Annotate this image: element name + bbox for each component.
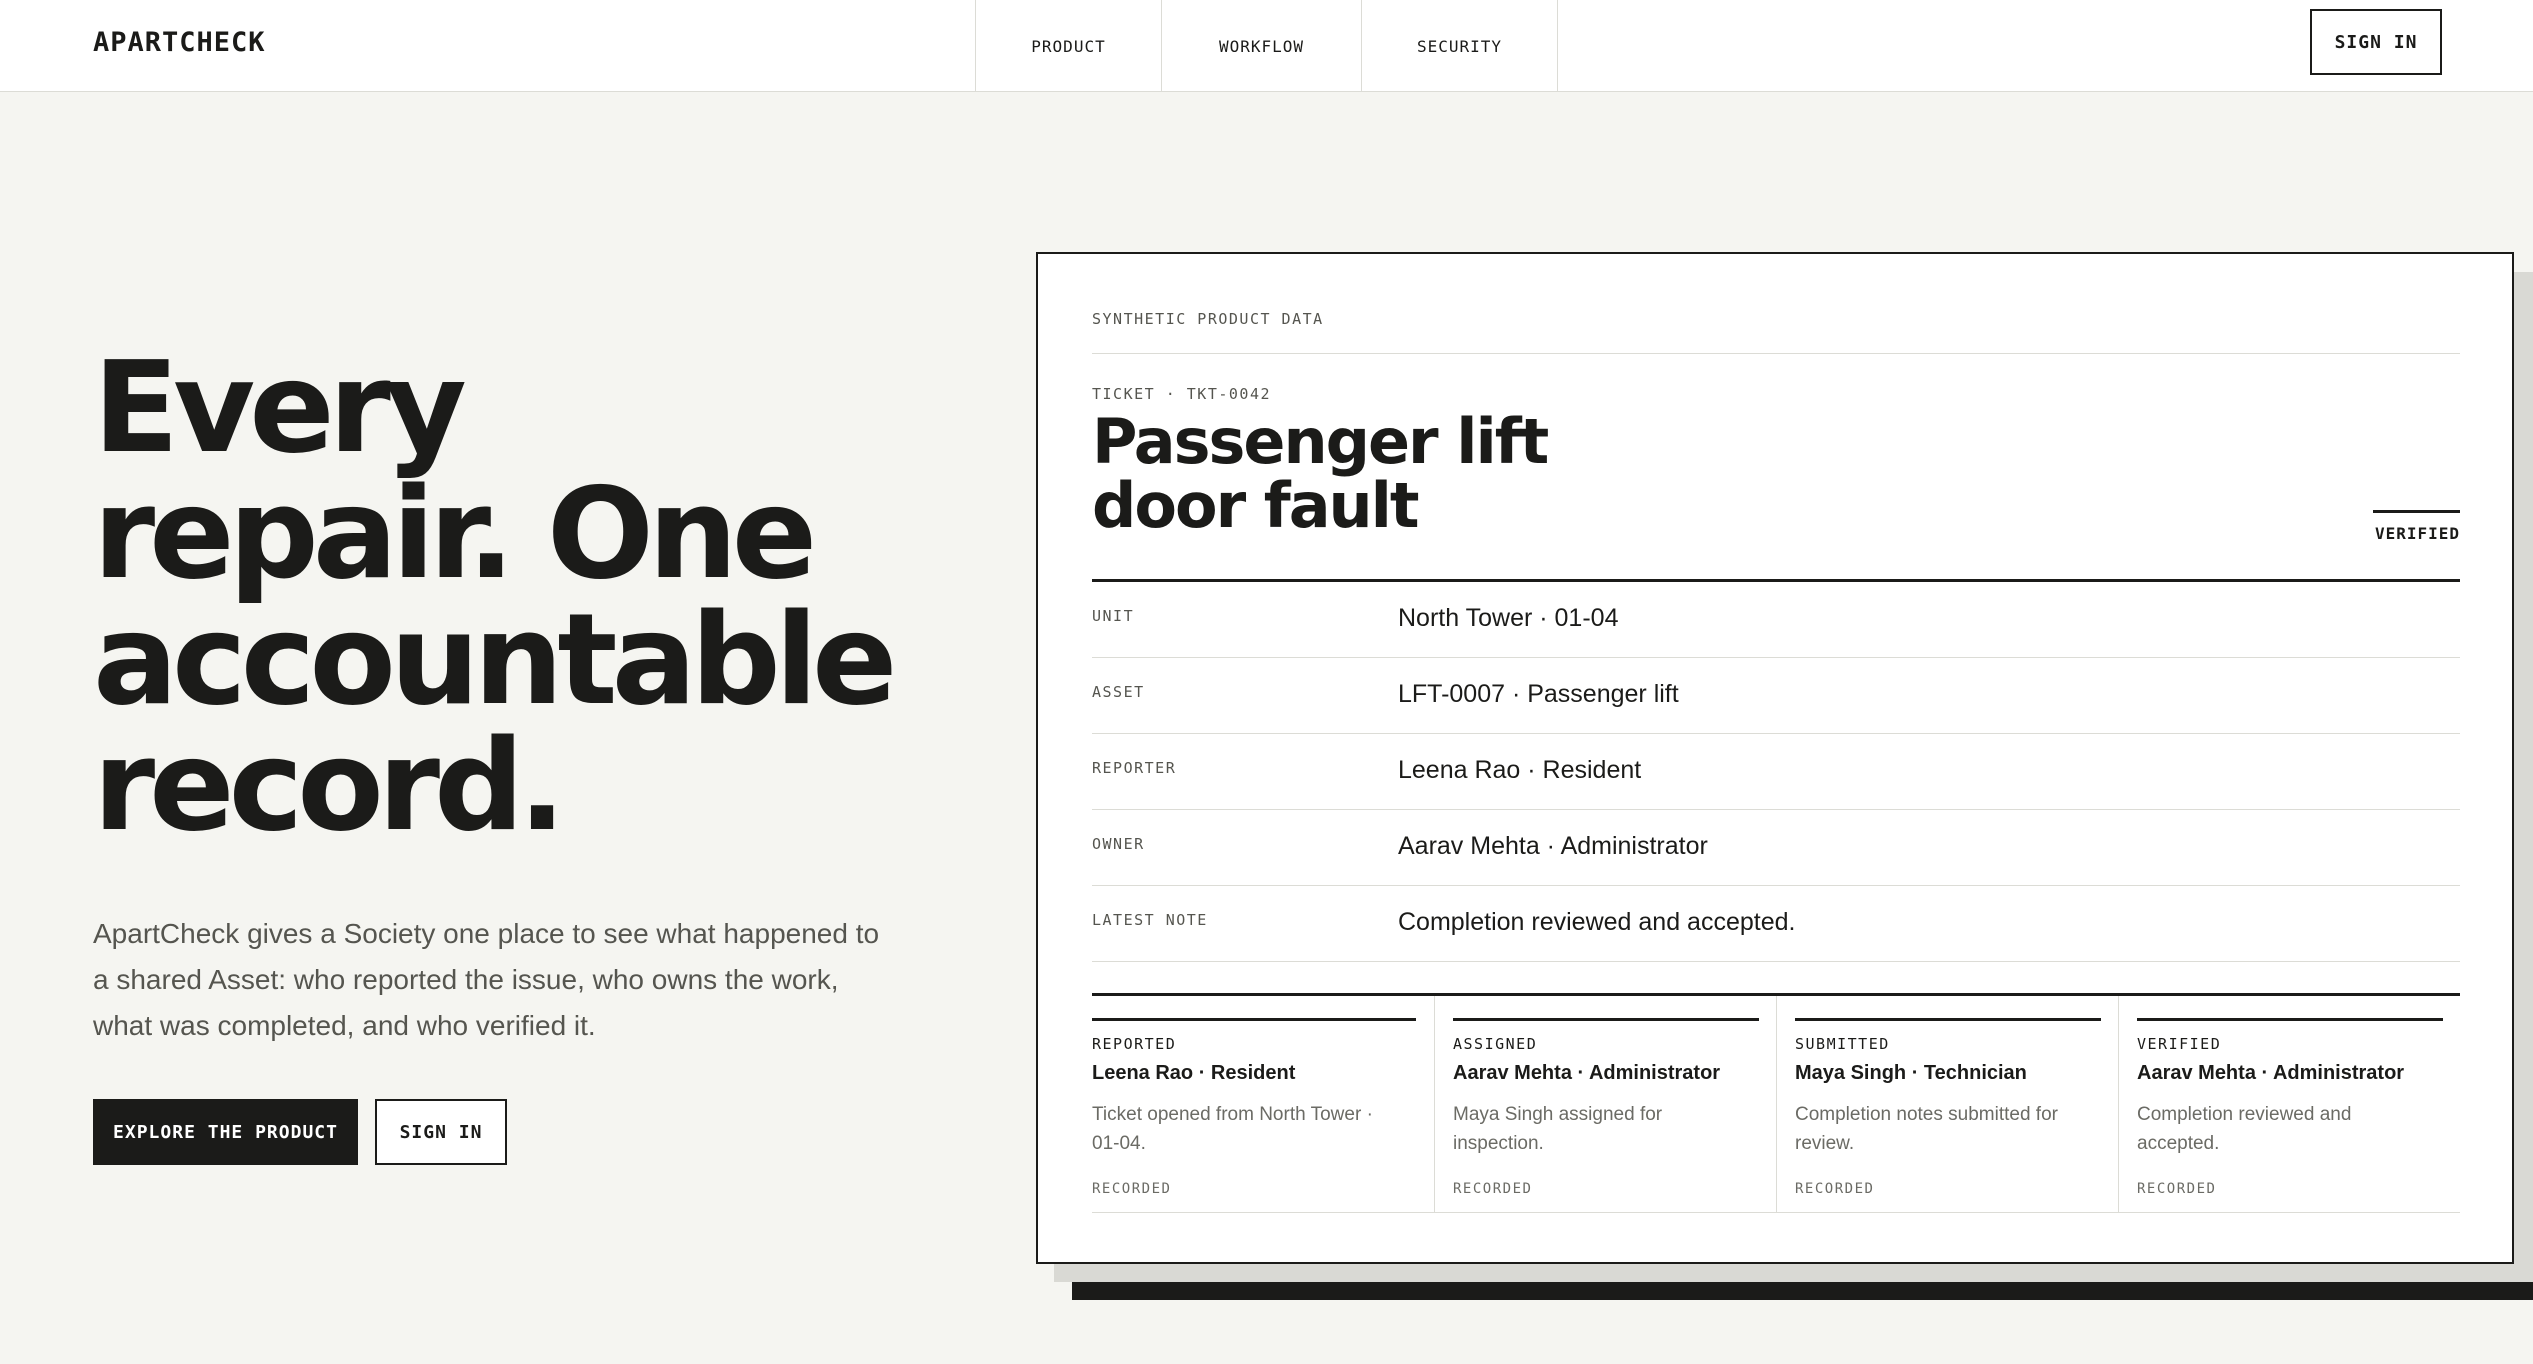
ticket-title-line: Passenger lift: [1092, 405, 1548, 478]
header-sign-in-button[interactable]: SIGN IN: [2310, 9, 2442, 75]
step-actor: Aarav Mehta · Administrator: [1453, 1062, 1721, 1084]
field-row-owner: [1092, 810, 2460, 886]
step-actor: Aarav Mehta · Administrator: [2137, 1062, 2405, 1084]
step-note: Ticket opened from North Tower · 01-04.: [1092, 1104, 1373, 1154]
hero-headline: [93, 334, 993, 859]
field-label: ASSET: [1092, 683, 1145, 701]
nav-item-product[interactable]: PRODUCT: [975, 0, 1161, 92]
field-value: LFT-0007 · Passenger lift: [1398, 680, 1679, 708]
brand-logo[interactable]: APARTCHECK: [93, 27, 266, 58]
step-footer: RECORDED: [1092, 1181, 1172, 1197]
step-status: SUBMITTED: [1795, 1035, 1890, 1053]
hero-sign-in-button[interactable]: SIGN IN: [375, 1099, 507, 1165]
step-status: VERIFIED: [2137, 1035, 2222, 1053]
step-actor: Maya Singh · Technician: [1795, 1062, 2027, 1084]
explore-product-button[interactable]: EXPLORE THE PRODUCT: [93, 1099, 358, 1165]
field-row-latest-note: [1092, 886, 2460, 962]
ticket-fields: [1092, 582, 2460, 962]
card-kicker: SYNTHETIC PRODUCT DATA: [1092, 310, 1324, 328]
nav-item-workflow[interactable]: WORKFLOW: [1161, 0, 1361, 92]
ticket-timeline: [1092, 996, 2460, 1213]
status-badge: VERIFIED: [2373, 510, 2460, 543]
step-footer: RECORDED: [1453, 1181, 1533, 1197]
field-label: OWNER: [1092, 835, 1145, 853]
ticket-title-line: door fault: [1092, 469, 1418, 542]
ticket-id: TICKET · TKT-0042: [1092, 385, 1272, 403]
timeline-step-assigned: [1434, 996, 1776, 1212]
field-label: LATEST NOTE: [1092, 911, 1208, 929]
step-footer: RECORDED: [1795, 1181, 1875, 1197]
step-status: ASSIGNED: [1453, 1035, 1538, 1053]
field-label: UNIT: [1092, 607, 1135, 625]
hero-headline-line: repair. One: [93, 460, 812, 607]
divider: [1092, 353, 2460, 354]
field-value: Completion reviewed and accepted.: [1398, 908, 1796, 936]
field-value: Aarav Mehta · Administrator: [1398, 832, 1708, 860]
field-row-unit: [1092, 582, 2460, 658]
step-status: REPORTED: [1092, 1035, 1177, 1053]
step-footer: RECORDED: [2137, 1181, 2217, 1197]
timeline-step-reported: [1092, 996, 1434, 1212]
main-nav: [975, 0, 1558, 92]
hero-headline-line: accountable: [93, 586, 892, 733]
ticket-title: [1092, 405, 1992, 542]
hero-headline-line: Every: [93, 334, 461, 481]
nav-item-security[interactable]: SECURITY: [1361, 0, 1558, 92]
step-note: Maya Singh assigned for inspection.: [1453, 1104, 1663, 1154]
timeline-step-verified: [2118, 996, 2460, 1212]
field-value: Leena Rao · Resident: [1398, 756, 1642, 784]
field-row-reporter: [1092, 734, 2460, 810]
ticket-preview-card: [1036, 252, 2514, 1264]
hero-headline-line: record.: [93, 712, 561, 859]
step-actor: Leena Rao · Resident: [1092, 1062, 1296, 1084]
field-row-asset: [1092, 658, 2460, 734]
timeline-step-submitted: [1776, 996, 2118, 1212]
top-navigation-bar: [0, 0, 2533, 92]
step-note: Completion notes submitted for review.: [1795, 1104, 2058, 1154]
hero-description: ApartCheck gives a Society one place to see what happened to a shared Asset: who reported the issue, who owns the work, what was completed, and who verified it.: [93, 918, 880, 1041]
step-note: Completion reviewed and accepted.: [2137, 1104, 2352, 1154]
field-value: North Tower · 01-04: [1398, 604, 1619, 632]
field-label: REPORTER: [1092, 759, 1177, 777]
